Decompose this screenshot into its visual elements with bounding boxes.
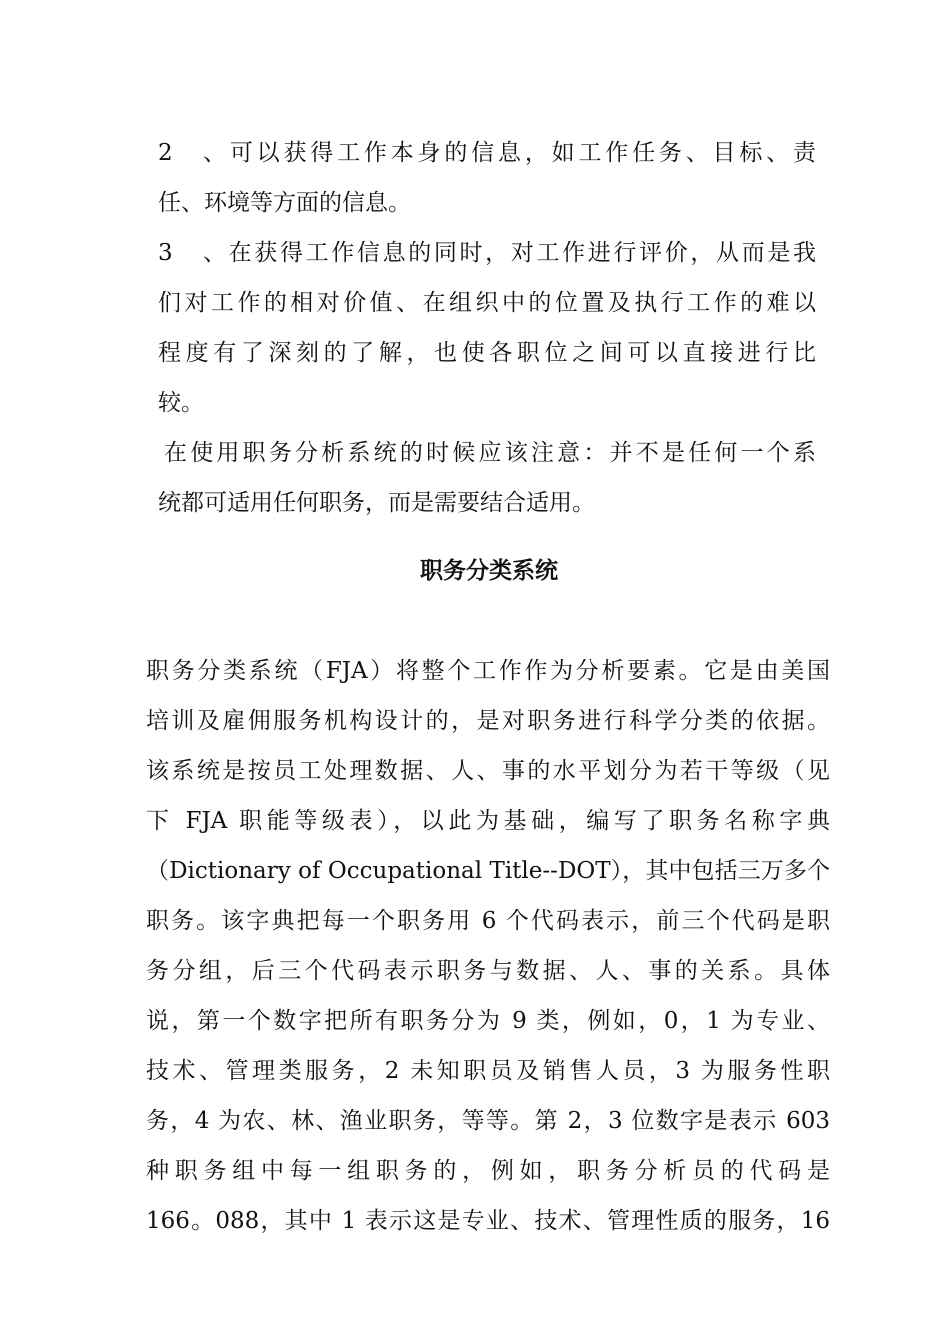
body-line-11: 种职务组中每一组职务的，例如，职务分析员的代码是 <box>146 1158 830 1184</box>
section-title: 职务分类系统 <box>420 557 558 584</box>
list-item-2-number: 2、 <box>158 140 226 166</box>
body-line-10: 务，4 为农、林、渔业职务，等等。第 2，3 位数字是表示 603 <box>146 1108 830 1134</box>
body-line-3: 该系统是按员工处理数据、人、事的水平划分为若干等级（见 <box>146 758 830 784</box>
body-line-4: 下 FJA 职能等级表），以此为基础，编写了职务名称字典 <box>146 808 830 834</box>
list-item-2-line-2: 任、环境等方面的信息。 <box>158 190 411 216</box>
body-line-1: 职务分类系统（FJA）将整个工作作为分析要素。它是由美国 <box>146 658 830 684</box>
list-item-3-line-2: 们对工作的相对价值、在组织中的位置及执行工作的难以 <box>158 290 816 316</box>
list-item-3-line-1 <box>158 238 816 268</box>
body-line-7: 务分组，后三个代码表示职务与数据、人、事的关系。具体 <box>146 958 830 984</box>
body-line-8: 说，第一个数字把所有职务分为 9 类，例如，0，1 为专业、 <box>146 1008 830 1034</box>
list-item-3-text: 在获得工作信息的同时，对工作进行评价，从而是我 <box>226 240 816 266</box>
body-line-6: 职务。该字典把每一个职务用 6 个代码表示，前三个代码是职 <box>146 908 830 934</box>
note-line-1: 在使用职务分析系统的时候应该注意：并不是任何一个系 <box>164 440 816 466</box>
list-item-2-text: 可以获得工作本身的信息，如工作任务、目标、责 <box>226 140 816 166</box>
body-line-9: 技术、管理类服务，2 未知职员及销售人员，3 为服务性职 <box>146 1058 830 1084</box>
list-item-2-line-1 <box>158 138 816 168</box>
list-item-3-line-3: 程度有了深刻的了解，也使各职位之间可以直接进行比 <box>158 340 816 366</box>
body-line-12: 166。088，其中 1 表示这是专业、技术、管理性质的服务，16 <box>146 1208 830 1234</box>
body-line-5: （Dictionary of Occupational Title--DOT），其中包括三万多个 <box>146 858 830 884</box>
list-item-3-line-4: 较。 <box>158 390 204 416</box>
list-item-3-number: 3、 <box>158 240 226 266</box>
body-line-2: 培训及雇佣服务机构设计的，是对职务进行科学分类的依据。 <box>146 708 830 734</box>
note-line-2: 统都可适用任何职务，而是需要结合适用。 <box>158 490 595 516</box>
